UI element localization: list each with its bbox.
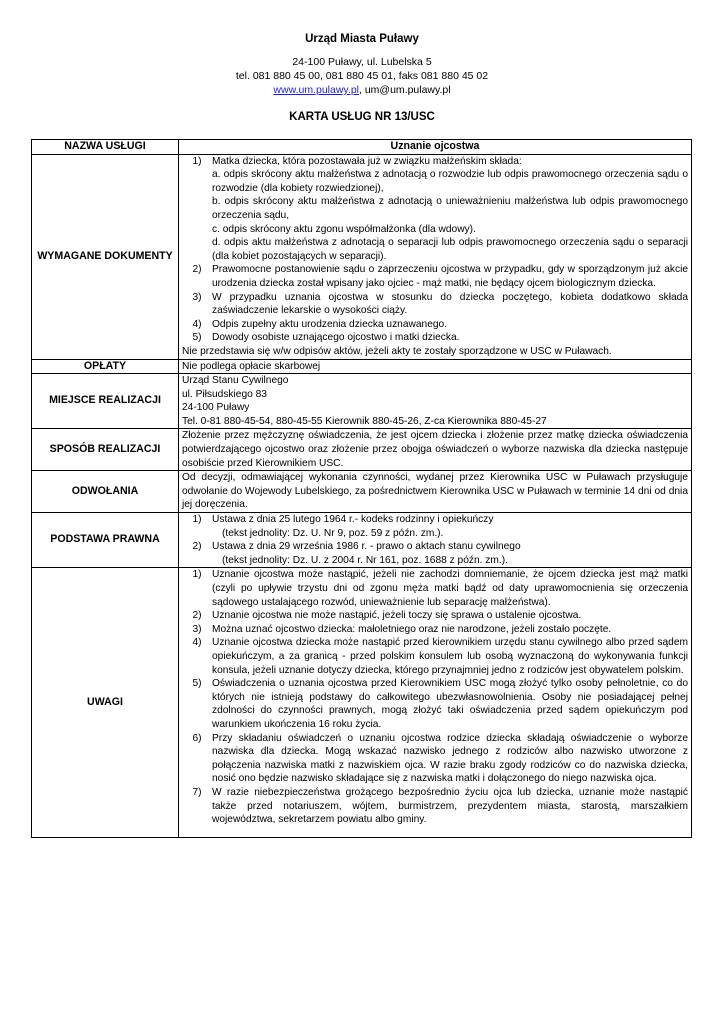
list-item: 1) Uznanie ojcostwa może nastąpić, jeżeli nie zachodzi domniemanie, że ojcem dziecka jest mąż matki (czyli po upływie trzystu dni od zgonu męża matki bądź od daty uprawomocnienia się orzeczenia sądowego ustalającego rozwód, unieważnienie lub separację małżeństwa). [192,569,688,608]
appeal-content: Od decyzji, odmawiającej wykonania czynności, wydanej przez Kierownika USC w Puławach przysługuje odwołanie do Wojewody Lubelskiego, za pośrednictwem Kierownika USC w Puławach w terminie 14 dni od dnia jej doręczenia. [179,471,692,513]
card-title: KARTA USŁUG NR 13/USC [289,111,435,123]
place-line: 24-100 Puławy [182,402,250,414]
legal-basis-content [179,513,692,568]
list-item: 4) Uznanie ojcostwa dziecka może nastąpić przed kierownikiem urzędu stanu cywilnego albo przed sądem opiekuńczym, a za granicą - przed polskim konsulem lub osobą wyznaczoną do wykonywania funkcji konsula, jeżeli uznanie dotyczy dziecka, którego przynajmniej jedno z rodziców jest obywatelem polskim. [192,637,688,676]
label-method: SPOSÓB REALIZACJI [32,429,179,471]
list-item: 1) Ustawa z dnia 25 lutego 1964 r.- kodeks rodzinny i opiekuńczy [192,514,494,526]
row-notes [32,568,692,837]
list-item: 7) W razie niebezpieczeństwa grożącego bezpośrednio życiu ojca lub dziecka, uznanie może nastąpić także przed notariuszem, wójtem, burmistrzem, prezydentem miasta, starostą, marszałkiem województwa, sekretarzem powiatu albo gminy. [192,786,688,826]
list-item: b. odpis skrócony aktu małżeństwa z adnotacją o unieważnieniu małżeństwa lub odpis prawomocnego orzeczenia sądu, [212,196,688,221]
list-item: a. odpis skrócony aktu małżeństwa z adnotacją o rozwodzie lub odpis prawomocnego orzeczenia sądu o rozwodzie (dla kobiety rozwiedzionej), [212,169,688,194]
list-item-sub: (tekst jednolity: Dz. U. Nr 9, poz. 59 z późn. zm.). [222,527,444,539]
row-fees [32,359,692,374]
list-item: 6) Przy składaniu oświadczeń o uznaniu ojcostwa rodzice dziecka składają oświadczenie o wyborze nazwiska dla dziecka. Mogą wskazać nazwisko jednego z rodziców albo nazwisko utworzone z połączenia nazwiska matki z nazwiskiem ojca. W razie braku zgody rodziców co do nazwiska dziecka, nosić ono będzie nazwisko składające się z nazwiska matki i dołączonego do niego nazwiska ojca. [192,732,688,785]
label-appeal: ODWOŁANIA [32,471,179,513]
list-item: 2) Uznanie ojcostwa nie może nastąpić, jeżeli toczy się sprawa o ustalenie ojcostwa. [192,610,582,622]
row-required-documents [32,154,692,359]
list-item: 5) Oświadczenia o uznania ojcostwa przed Kierownikiem USC mogą złożyć tylko osoby pełnoletnie, co do których nie istnieją podstawy do całkowitego ubezwłasnowolnienia. Osoby nie posiadającej pełnej zdolności do czynności prawnych, mogą złożyć taki oświadczenia przed sądem opiekuńczym pod warunkiem ukończenia 16 roku życia. [192,678,688,730]
list-item: 2) Prawomocne postanowienie sądu o zaprzeczeniu ojcostwa w przypadku, gdy w sporządzonym już akcie urodzenia dziecka został wpisany jako ojciec - mąż matki, nie będący ojcem biologicznym dziecka. [192,264,688,289]
place-phones: Tel. 0-81 880-45-54, 880-45-55 Kierownik 880-45-26, Z-ca Kierownika 880-45-27 [182,415,547,427]
place-line: ul. Piłsudskiego 83 [182,388,267,400]
table-header-row [32,140,692,155]
method-content: Złożenie przez mężczyznę oświadczenia, że jest ojcem dziecka i złożenie przez matkę dziecka oświadczenia potwierdzającego ojcostwo oraz złożenie przez obojga oświadczeń o wyborze nazwiska dla dziecka następuje osobiście przed Kierownikiem USC. [179,429,692,471]
row-method [32,429,692,471]
list-item: d. odpis aktu małżeństwa z adnotacją o separacji lub odpis prawomocnego orzeczenia sądu o separacji (dla kobiet pozostających w separacji). [212,237,688,262]
place-content [179,374,692,429]
notes-content [179,568,692,837]
label-notes: UWAGI [32,568,179,837]
row-legal-basis [32,513,692,568]
office-address: 24-100 Puławy, ul. Lubelska 5 [292,56,432,68]
list-item: 5) Dowody osobiste uznającego ojcostwo i matki dziecka. [192,332,460,344]
list-item: 4) Odpis zupełny aktu urodzenia dziecka uznawanego. [192,318,448,330]
list-item-sub: (tekst jednolity: Dz. U. z 2004 r. Nr 161, poz. 1688 z późn. zm.). [222,554,508,566]
service-name: Uznanie ojcostwa [179,140,692,155]
documents-note: Nie przedstawia się w/w odpisów aktów, jeżeli akty te zostały sporządzone w USC w Puławach. [182,345,612,357]
col-service-name-header: NAZWA USŁUGI [32,140,179,155]
office-name: Urząd Miasta Puławy [305,33,419,45]
place-line: Urząd Stanu Cywilnego [182,375,289,387]
label-legal-basis: PODSTAWA PRAWNA [32,513,179,568]
list-item: c. odpis skrócony aktu zgonu współmałżonka (dla wdowy). [212,223,476,235]
fees-content: Nie podlega opłacie skarbowej [179,359,692,374]
website-link[interactable]: www.um.pulawy.pl [273,84,359,96]
row-appeal [32,471,692,513]
list-item: 2) Ustawa z dnia 29 września 1986 r. - prawo o aktach stanu cywilnego [192,541,521,553]
service-card-table [31,139,692,838]
row-place [32,374,692,429]
list-item: 3) Można uznać ojcostwo dziecka: małoletniego oraz nie narodzone, jeżeli zostało poczęte. [192,623,612,635]
office-contact [0,84,724,96]
list-item: 3) W przypadku uznania ojcostwa w stosunku do dziecka poczętego, kobieta dodatkowo składa zaświadczenie lekarskie o wysokości ciąży. [192,291,688,317]
label-required-documents: WYMAGANE DOKUMENTY [32,154,179,359]
required-documents-content [179,154,692,359]
office-phones: tel. 081 880 45 00, 081 880 45 01, faks 081 880 45 02 [235,70,489,82]
list-item: 1) Matka dziecka, która pozostawała już w związku małżeńskim składa: [192,155,522,167]
label-fees: OPŁATY [32,359,179,374]
office-email: , um@um.pulawy.pl [359,84,451,96]
label-place: MIEJSCE REALIZACJI [32,374,179,429]
